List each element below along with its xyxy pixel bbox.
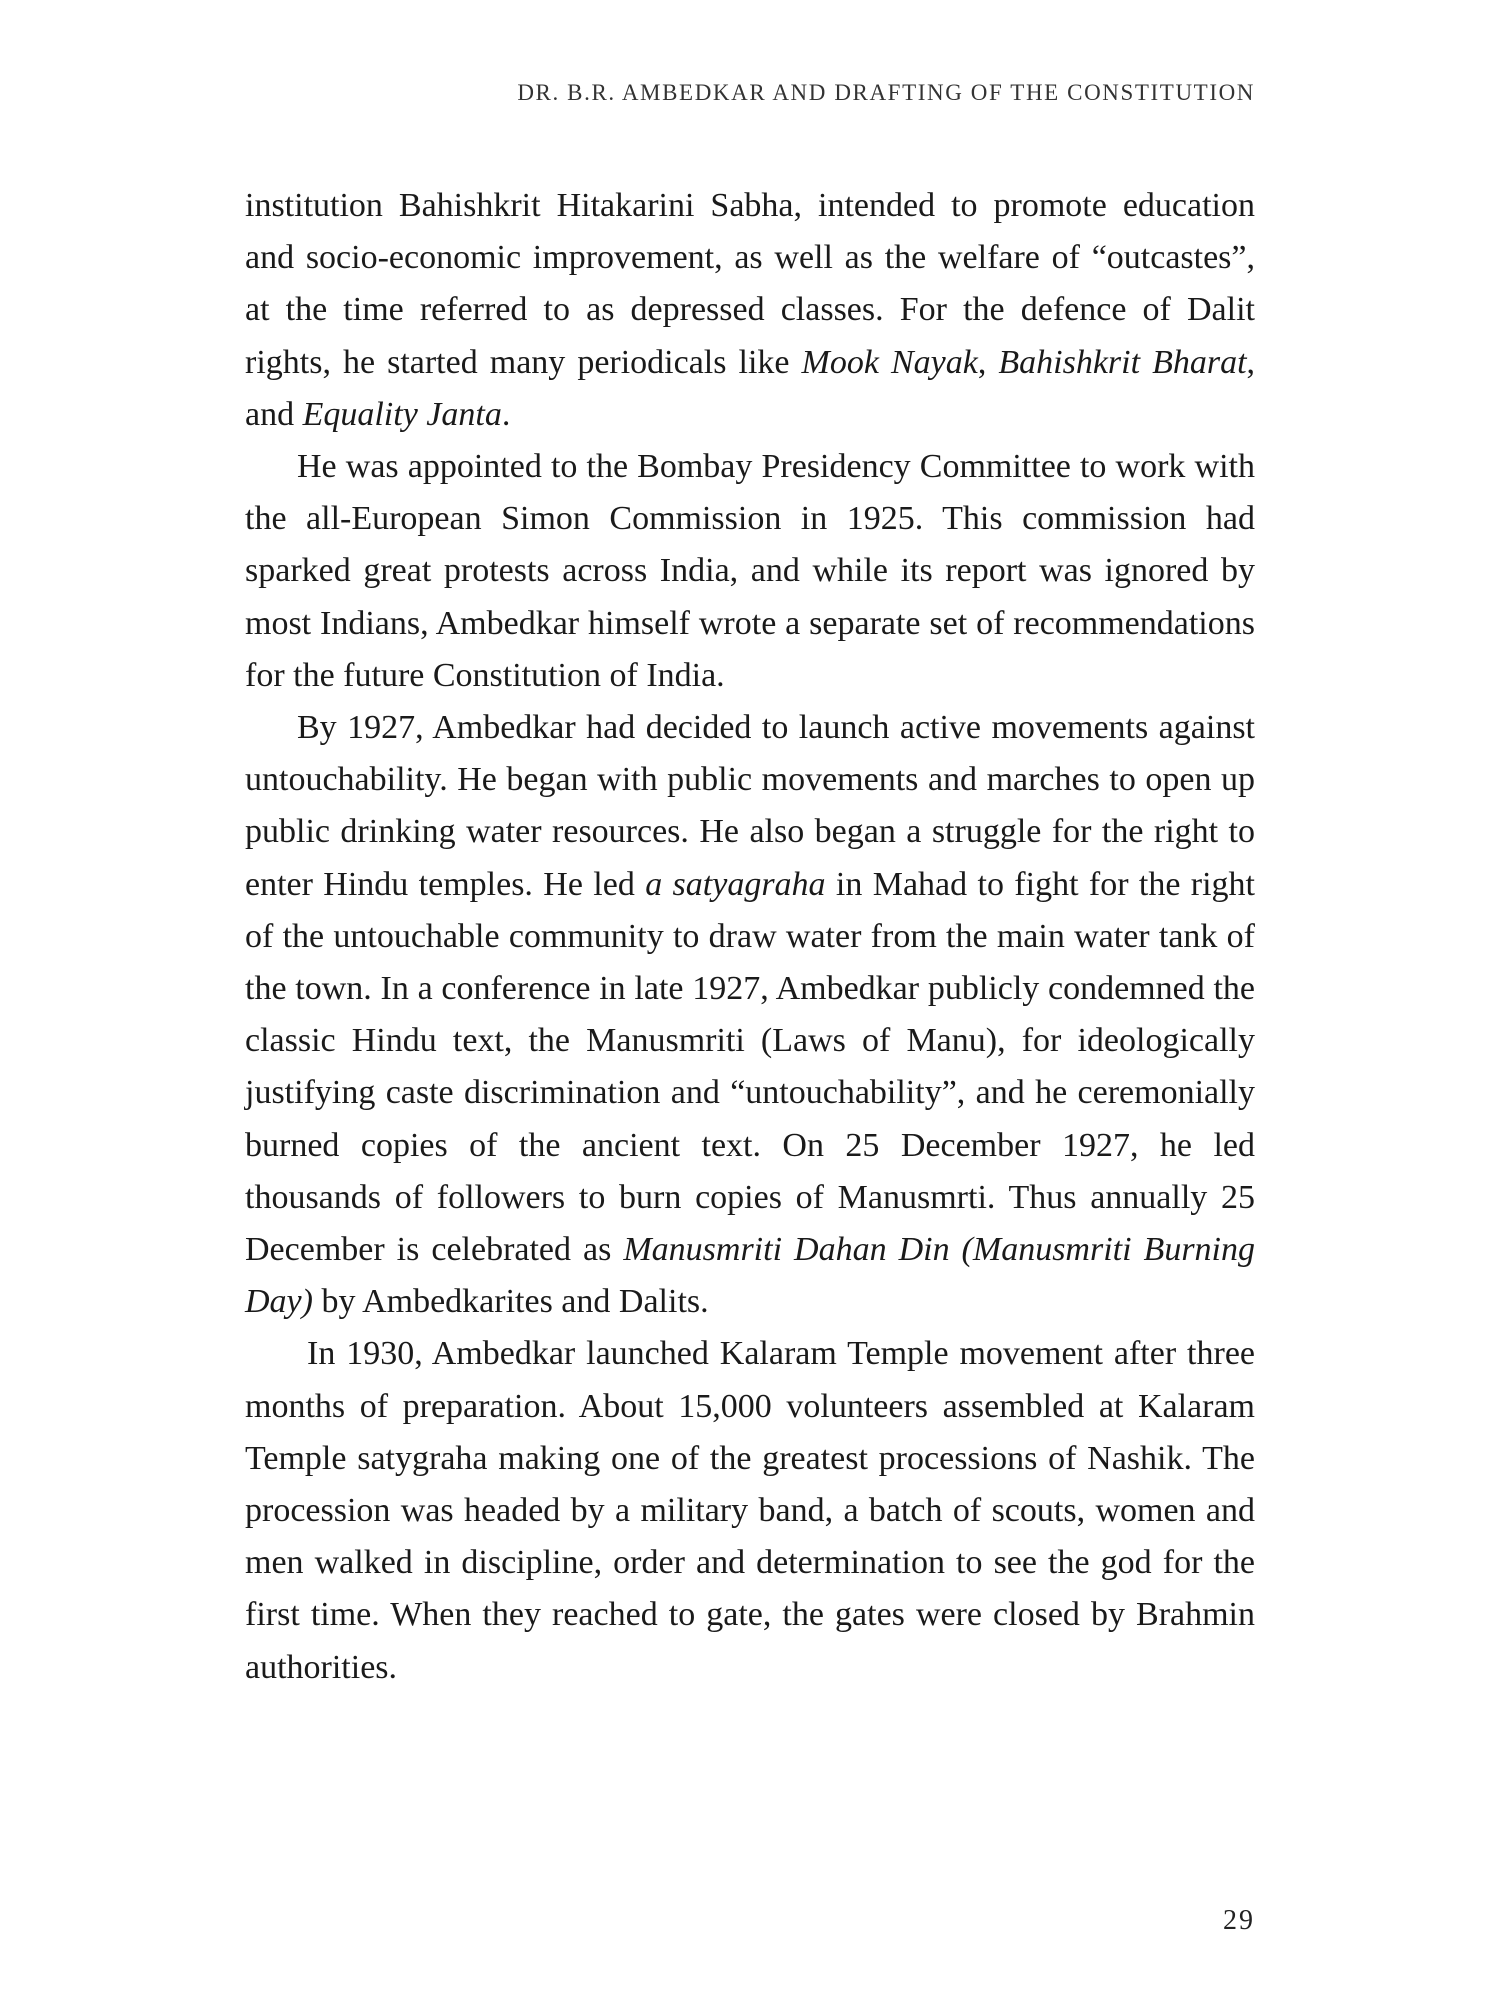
periodical-title-equality-janta: Equality Janta bbox=[302, 395, 502, 433]
paragraph-3-text-b: in Mahad to fight for the right of the untouchable community to draw water from the main water tank of the town. In a conference in late 1927, Ambedkar publicly condemned the classic Hindu text, the Manusmriti (Laws of Manu), for ideologically justifying caste discrimination and “untouchability”, and he ceremonially burned copies of the ancient text. On 25 December 1927, he led thousands of followers to burn copies of Manusmrti. Thus annually 25 December is celebrated as bbox=[245, 865, 1256, 1269]
paragraph-1-text-a: institution Bahishkrit Hitakarini Sabha, intended to promote education and socio-economic improvement, as well as the welfare of “outcastes”, at the time referred to as depressed classes. For the defence of Dalit rights, he started many periodicals like bbox=[245, 187, 1255, 381]
term-manusmriti-dahan-din: Manusmriti Dahan Din (Manusmriti Burning Day) bbox=[245, 1231, 1255, 1321]
running-head: DR. B.R. AMBEDKAR AND DRAFTING OF THE CONSTITUTION bbox=[517, 80, 1255, 105]
paragraph-3-text-c: by Ambedkarites and Dalits. bbox=[312, 1283, 709, 1321]
paragraph-1-text-d: . bbox=[501, 395, 511, 433]
paragraph-1 bbox=[245, 180, 1255, 441]
paragraph-1-text-b: , bbox=[977, 343, 999, 381]
body-text bbox=[245, 180, 1255, 1694]
paragraph-1-text-c: , and bbox=[245, 343, 1256, 433]
paragraph-2: He was appointed to the Bombay Presidency Committee to work with the all-European Simon Commission in 1925. This commission had sparked great protests across India, and while its report was ignored by most Indians, Ambedkar himself wrote a separate set of recommendations for the future Constitution of India. bbox=[245, 448, 1255, 694]
page-number: 29 bbox=[1223, 1905, 1255, 1936]
paragraph-4: In 1930, Ambedkar launched Kalaram Temple movement after three months of preparation. About 15,000 volunteers assembled at Kalaram Temple satygraha making one of the greatest processions of Nashik. The procession was headed by a military band, a batch of scouts, women and men walked in discipline, order and determination to see the god for the first time. When they reached to gate, the gates were closed by Brahmin authorities. bbox=[245, 1335, 1255, 1686]
periodical-title-mook-nayak: Mook Nayak bbox=[801, 343, 978, 381]
term-satyagraha: a satyagraha bbox=[645, 865, 826, 903]
paragraph-3-text-a: By 1927, Ambedkar had decided to launch active movements against untouchability. He began with public movements and marches to open up public drinking water resources. He also began a struggle for the right to enter Hindu temples. He led bbox=[245, 709, 1255, 903]
periodical-title-bahishkrit-bharat: Bahishkrit Bharat bbox=[998, 343, 1247, 381]
paragraph-3 bbox=[245, 702, 1255, 1328]
